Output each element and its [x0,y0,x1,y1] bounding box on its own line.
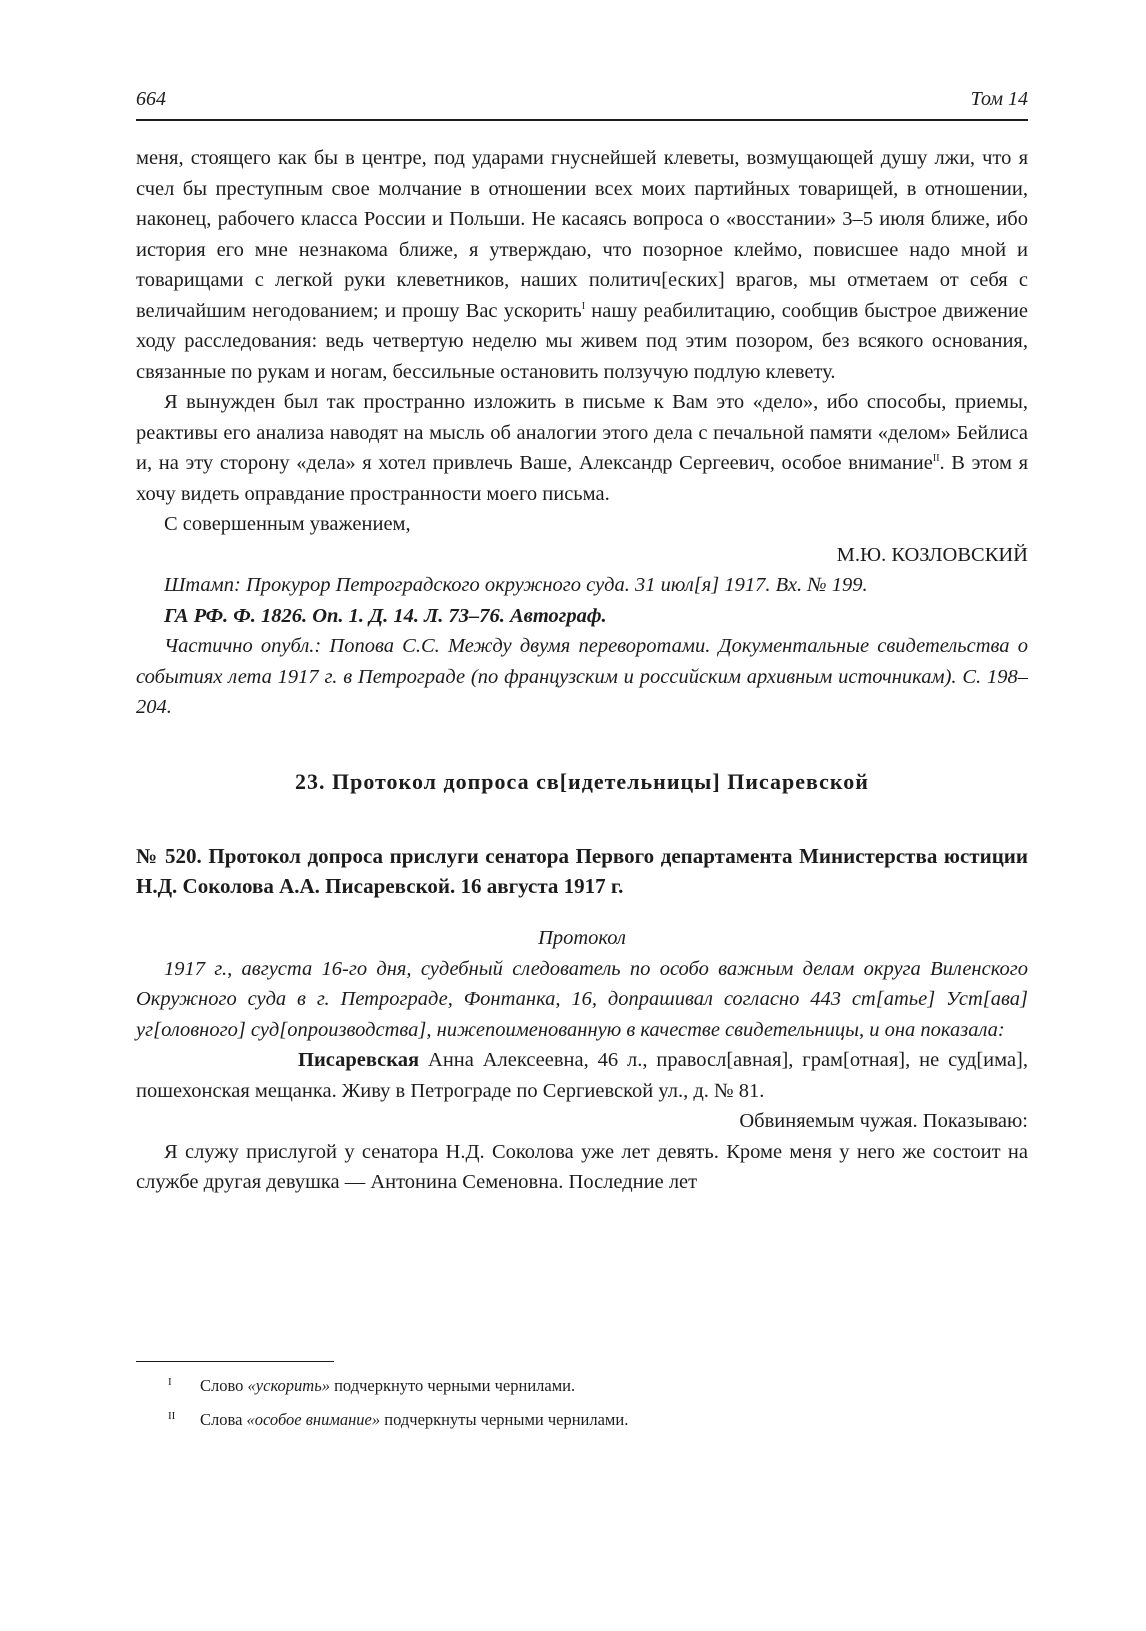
stamp-note: Штамп: Прокурор Петроградского окружного суда. 31 июл[я] 1917. Вх. № 199. [164,574,868,596]
footnote [136,1410,1028,1430]
footnotes [136,1361,1028,1430]
letter-closing: С совершенным уважением, [164,513,411,535]
deponent-details: Анна Алексеевна, 46 л., правосл[авная], грам[отная], не суд[има], пошехонская мещанка. Живу в Петрограде по Сергиевской ул., д. № 81. [136,1049,1028,1102]
footnote-mark: II [168,1410,176,1422]
publication-note: Частично опубл.: Попова С.С. Между двумя переворотами. Документальные свидетельства о событиях лета 1917 г. в Петрограде (по французским и российским архивным источникам). С. 198–204. [136,635,1028,718]
footnote-text: Слово «ускорить» подчеркнуто черными чернилами. [200,1376,576,1395]
footnote-ref: II [932,453,940,465]
document-subheading: Протокол [538,927,626,949]
page-number: 664 [136,88,166,110]
letter-paragraph-text: Я вынужден был так пространно изложить в письме к Вам это «дело», ибо способы, приемы, реактивы его анализа наводят на мысль об аналогии этого дела с печальной памяти «делом» Бейлиса и, на эту сторону «дела» я хотел привлечь Ваше, Александр Сергеевич, особое внимание [136,391,1028,474]
page [136,88,1028,1198]
letter-paragraph-text: нашу реабилитацию, сообщив быстрое движение ходу расследования: ведь четвертую неделю мы живем под этим позором, без всякого основания, связанные по рукам и ногам, бессильные остановить ползучую подлую клевету. [136,299,1028,383]
testimony-text: Я служу прислугой у сенатора Н.Д. Соколова уже лет девять. Кроме меня у него же состоит на службе другая девушка — Антонина Семеновна. Последние лет [136,1140,1028,1193]
deponent-info [136,1045,1028,1106]
protocol-intro: 1917 г., августа 16-го дня, судебный следователь по особо важным делам округа Виленского Окружного суда в г. Петрограде, Фонтанка, 16, допрашивал согласно 443 ст[атье] Уст[ава] уг[оловного] суд[опроизводства], нижепоименованную в качестве свидетельницы, и она показала: [136,957,1028,1041]
footnote-ref: I [581,300,586,312]
letter-signature: М.Ю. КОЗЛОВСКИЙ [836,543,1028,566]
letter-paragraph [136,143,1028,387]
volume-label: Том 14 [970,88,1028,110]
running-header [136,88,1028,121]
footnote-divider [136,1361,334,1362]
letter-paragraph [136,387,1028,509]
footnote [136,1376,1028,1396]
deponent-relation: Обвиняемым чужая. Показываю: [739,1110,1028,1132]
letter-paragraph-text: . В этом я хочу видеть оправдание пространности моего письма. [136,452,1029,505]
footnote-mark: I [168,1376,172,1388]
letter-paragraph-text: меня, стоящего как бы в центре, под ударами гнуснейшей клеветы, возмущающей душу лжи, что я счел бы преступным свое молчание в отношении всех моих партийных товарищей, в отношении, наконец, рабочего класса России и Польши. Не касаясь вопроса о «восстании» 3–5 июля ближе, ибо история его мне незнакома ближе, я утверждаю, что позорное клеймо, повисшее надо мной и товарищами с легкой руки клеветников, наших политич[еских] врагов, мы отметаем от себя с величайшим негодованием; и прошу Вас ускорить [136,147,1028,322]
deponent-name: Писаревская [298,1049,420,1071]
archive-reference: ГА РФ. Ф. 1826. Оп. 1. Д. 14. Л. 73–76. Автограф. [164,604,607,627]
document-title: № 520. Протокол допроса прислуги сенатора Первого департамента Министерства юстиции Н.Д. Соколова А.А. Писаревской. 16 августа 1917 г. [136,844,1028,898]
body-text [136,143,1028,1198]
footnote-text: Слова «особое внимание» подчеркнуты черными чернилами. [200,1410,629,1429]
section-title: 23. Протокол допроса св[идетельницы] Писаревской [294,768,869,794]
